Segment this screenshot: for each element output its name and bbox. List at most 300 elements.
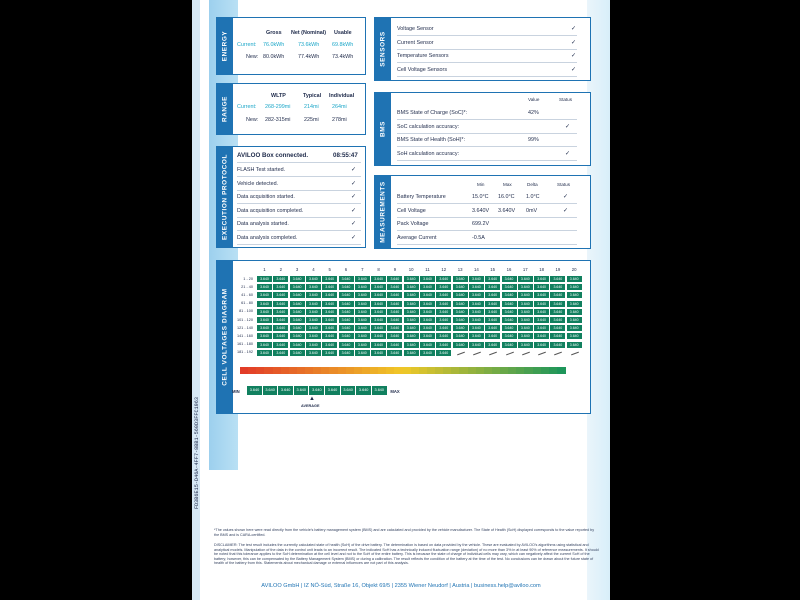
cell-voltage: 3.640 [339, 301, 354, 307]
scale-cell: 3.640 [356, 386, 371, 395]
cell-voltage: 3.640 [257, 342, 272, 348]
cell-voltage: 3.640 [469, 325, 484, 331]
execution-panel-tab [217, 147, 233, 247]
cell-voltage: 3.640 [387, 350, 402, 356]
bms-col-status: Status [559, 97, 573, 102]
report-id-vertical [192, 310, 201, 600]
energy-header-net: Net (Nominal) [291, 30, 327, 36]
cell-voltage: 3.640 [290, 350, 305, 356]
cell-voltage: 3.640 [469, 284, 484, 290]
cell-voltage: 3.640 [518, 301, 533, 307]
bms-panel [374, 92, 591, 166]
cell-voltage: 3.640 [339, 309, 354, 315]
cell-voltage: 3.640 [257, 317, 272, 323]
measurement-label: Pack Voltage [397, 221, 429, 227]
check-icon: ✓ [571, 53, 577, 59]
sensors-panel-tab [375, 18, 391, 80]
cell-voltage: 3.640 [322, 284, 337, 290]
cell-voltage: 3.640 [322, 301, 337, 307]
empty-cell-marker [538, 351, 546, 355]
check-icon: ✓ [351, 207, 357, 214]
meas-col-max: Max [503, 182, 512, 187]
cell-voltage: 3.640 [518, 317, 533, 323]
cell-voltage: 3.640 [371, 333, 386, 339]
cell-voltage: 3.640 [420, 317, 435, 323]
bms-row-value: 99% [528, 137, 539, 143]
cell-voltage: 3.640 [469, 301, 484, 307]
cell-voltage: 3.640 [534, 284, 549, 290]
cell-voltage: 3.640 [518, 333, 533, 339]
cell-column-header: 5 [328, 267, 331, 272]
cell-voltage: 3.640 [290, 342, 305, 348]
range-current-label: Current: [237, 104, 257, 110]
cell-voltage: 3.640 [567, 325, 582, 331]
cell-voltage: 3.640 [306, 309, 321, 315]
cell-voltage: 3.640 [387, 309, 402, 315]
empty-cell-marker [489, 351, 497, 355]
sensors-title: SENSORS [379, 31, 387, 67]
execution-step-label: Data acquisition started. [237, 194, 295, 200]
cell-column-header: 13 [457, 267, 463, 272]
empty-cell-marker [506, 351, 514, 355]
cell-voltage: 3.640 [485, 317, 500, 323]
execution-panel [216, 146, 366, 248]
cell-voltage: 3.640 [339, 333, 354, 339]
measurement-max: 16.0°C [498, 194, 515, 200]
cell-voltage: 3.640 [485, 284, 500, 290]
cell-voltage: 3.640 [469, 333, 484, 339]
cell-voltage: 3.640 [306, 317, 321, 323]
energy-title: ENERGY [221, 30, 229, 62]
cell-voltage: 3.640 [387, 301, 402, 307]
energy-header-gross: Gross [266, 30, 282, 36]
row-divider [237, 217, 361, 218]
cell-column-header: 20 [571, 267, 577, 272]
measurement-min: -0.5A [472, 234, 485, 241]
cell-voltage: 3.640 [273, 342, 288, 348]
cell-column-header: 2 [279, 267, 282, 272]
cell-voltage: 3.640 [420, 309, 435, 315]
measurement-min: 15.0°C [472, 194, 489, 200]
cell-voltage: 3.640 [534, 292, 549, 298]
cell-voltages-panel [216, 260, 591, 414]
empty-cell-marker [522, 351, 530, 355]
cell-row-label: 21 - 40 [241, 284, 253, 289]
cell-voltage: 3.640 [550, 342, 565, 348]
cell-voltage: 3.640 [534, 342, 549, 348]
cell-voltage: 3.640 [306, 301, 321, 307]
cell-column-header: 6 [344, 267, 348, 272]
range-new-label: New: [246, 117, 259, 123]
cell-voltage: 3.640 [355, 276, 370, 282]
sensor-label: Cell Voltage Sensors [397, 66, 448, 73]
row-divider [237, 176, 361, 177]
cell-voltage: 3.640 [371, 317, 386, 323]
cell-voltage: 3.640 [339, 276, 354, 282]
check-icon: ✓ [563, 194, 569, 200]
row-divider [397, 133, 577, 134]
row-divider [397, 217, 577, 218]
cell-voltage: 3.640 [306, 333, 321, 339]
bms-col-value: Value [528, 97, 540, 102]
cell-voltage: 3.640 [371, 301, 386, 307]
cell-voltage: 3.640 [387, 276, 402, 282]
cell-voltage: 3.640 [502, 342, 517, 348]
cell-voltage: 3.640 [404, 276, 419, 282]
measurement-delta: 0mV [526, 207, 538, 214]
cell-voltage: 3.640 [453, 317, 468, 323]
cell-voltage: 3.640 [420, 276, 435, 282]
cell-voltage: 3.640 [534, 276, 549, 282]
cell-voltage: 3.640 [322, 309, 337, 315]
cell-voltage: 3.640 [485, 333, 500, 339]
energy-current-label: Current: [237, 42, 257, 48]
scale-cell: 3.640 [325, 386, 340, 395]
cell-voltage: 3.640 [355, 350, 370, 356]
scale-cell: 3.640 [247, 386, 262, 395]
cell-voltage: 3.640 [355, 284, 370, 290]
cell-voltage: 3.640 [420, 292, 435, 298]
energy-new-label: New: [246, 54, 259, 60]
measurement-max: 3.640V [498, 207, 516, 214]
cell-voltage: 3.640 [453, 309, 468, 315]
cell-voltage: 3.640 [273, 317, 288, 323]
row-divider [397, 160, 577, 161]
cell-column-header: 12 [441, 267, 447, 272]
cell-voltage: 3.640 [290, 276, 305, 282]
cell-voltage: 3.640 [371, 284, 386, 290]
cell-voltage: 3.640 [453, 292, 468, 298]
cell-voltage: 3.640 [518, 342, 533, 348]
cell-row-label: 121 - 140 [236, 325, 253, 330]
cell-voltage: 3.640 [550, 317, 565, 323]
check-icon: ✓ [571, 26, 577, 32]
cell-voltage: 3.640 [485, 325, 500, 331]
cell-voltage: 3.640 [485, 309, 500, 315]
report-id-text: FD3B6E15-D46A-4FF7-8BB1-560D3FFC1963 [194, 396, 200, 510]
cell-voltage: 3.640 [273, 325, 288, 331]
cell-voltage: 3.640 [339, 317, 354, 323]
meas-col-delta: Delta [527, 182, 538, 187]
cell-voltage: 3.640 [290, 301, 305, 307]
cell-voltage: 3.640 [453, 301, 468, 307]
check-icon: ✓ [571, 66, 577, 73]
cell-voltage: 3.640 [371, 276, 386, 282]
cell-voltage: 3.640 [322, 333, 337, 339]
check-icon: ✓ [565, 123, 571, 130]
row-divider [397, 49, 577, 50]
cell-voltage: 3.640 [550, 284, 565, 290]
execution-step-label: FLASH Test started. [237, 167, 286, 173]
cell-row-label: 1 - 20 [243, 276, 253, 281]
cell-voltage: 3.640 [436, 342, 451, 348]
cell-voltage: 3.640 [469, 317, 484, 323]
cell-column-header: 16 [506, 267, 512, 272]
cell-column-header: 9 [393, 267, 397, 272]
cell-row-label: 61 - 80 [241, 301, 253, 306]
execution-step-label: Data analysis started. [237, 221, 289, 227]
sensors-panel [374, 17, 591, 81]
cell-voltage: 3.640 [273, 276, 288, 282]
cell-voltage: 3.640 [273, 309, 288, 315]
cell-voltage: 3.640 [387, 342, 402, 348]
cell-voltage: 3.640 [290, 292, 305, 298]
cell-voltage: 3.640 [420, 301, 435, 307]
measurements-title: MEASUREMENTS [379, 181, 387, 243]
measurement-label: Cell Voltage [397, 207, 426, 214]
cell-voltage: 3.640 [550, 276, 565, 282]
average-marker-icon: ▲ [309, 396, 315, 402]
cell-column-header: 3 [295, 267, 299, 272]
execution-title: EXECUTION PROTOCOL [221, 154, 229, 240]
cell-voltage: 3.640 [567, 309, 582, 315]
cell-column-header: 14 [474, 267, 479, 272]
check-icon: ✓ [351, 167, 357, 173]
scale-cell: 3.640 [309, 386, 324, 395]
sensor-label: Voltage Sensor [397, 26, 434, 32]
cell-voltage: 3.640 [290, 284, 305, 290]
average-label: AVERAGE [301, 404, 320, 408]
cell-voltage: 3.640 [273, 292, 288, 298]
cell-voltage: 3.640 [502, 325, 517, 331]
cell-voltage: 3.640 [306, 350, 321, 356]
cell-voltages-panel-tab [217, 261, 233, 413]
cell-voltage: 3.640 [355, 301, 370, 307]
range-header-individual: Individual [329, 93, 355, 99]
cell-voltage: 3.640 [404, 325, 419, 331]
cell-voltage: 3.640 [436, 284, 451, 290]
cell-voltage: 3.640 [534, 325, 549, 331]
execution-header: AVILOO Box connected. [237, 152, 309, 159]
measurement-min: 3.640V [472, 207, 490, 214]
range-current-typical: 214mi [304, 104, 319, 110]
cell-voltage: 3.640 [534, 333, 549, 339]
scale-cell: 3.640 [341, 386, 356, 395]
report-page [192, 0, 610, 600]
scale-cell: 3.640 [278, 386, 293, 395]
bms-title: BMS [379, 120, 387, 138]
energy-new-net: 77.4kWh [298, 54, 320, 60]
cell-column-header: 15 [490, 267, 496, 272]
cell-voltage: 3.640 [534, 309, 549, 315]
cell-voltage: 3.640 [550, 309, 565, 315]
meas-col-status: Status [557, 182, 571, 187]
cell-voltage: 3.640 [404, 301, 419, 307]
range-current-wltp: 268-299mi [265, 104, 291, 110]
check-icon: ✓ [351, 180, 357, 187]
energy-panel-tab [217, 18, 233, 74]
cell-voltage: 3.640 [306, 325, 321, 331]
cell-voltage: 3.640 [355, 333, 370, 339]
cell-column-header: 18 [539, 267, 544, 272]
row-divider [397, 62, 577, 63]
cell-voltage: 3.640 [339, 350, 354, 356]
cell-voltage: 3.640 [550, 333, 565, 339]
cell-voltage: 3.640 [257, 292, 272, 298]
range-new-wltp: 282-315mi [265, 117, 291, 123]
cell-column-header: 17 [522, 267, 528, 272]
sensor-label: Current Sensor [397, 39, 434, 46]
cell-voltage: 3.640 [469, 309, 484, 315]
check-icon: ✓ [563, 207, 569, 214]
cell-row-label: 41 - 60 [241, 292, 253, 297]
cell-voltage: 3.640 [306, 342, 321, 348]
cell-voltage: 3.640 [485, 301, 500, 307]
empty-cell-marker [571, 351, 579, 355]
cell-voltage: 3.640 [371, 342, 386, 348]
cell-voltage: 3.640 [436, 333, 451, 339]
cell-column-header: 8 [377, 267, 380, 272]
check-icon: ✓ [351, 221, 357, 227]
cell-voltage: 3.640 [567, 333, 582, 339]
scale-cell: 3.640 [263, 386, 278, 395]
energy-panel [216, 17, 366, 75]
cell-voltage: 3.640 [436, 325, 451, 331]
cell-voltage: 3.640 [257, 301, 272, 307]
measurement-min: 699.2V [472, 221, 490, 227]
cell-column-header: 10 [408, 267, 414, 272]
cell-voltage: 3.640 [518, 309, 533, 315]
cell-voltage: 3.640 [518, 292, 533, 298]
cell-voltage: 3.640 [306, 292, 321, 298]
measurement-label: Battery Temperature [397, 194, 446, 200]
cell-voltage: 3.640 [567, 342, 582, 348]
energy-new-usable: 73.4kWh [332, 54, 354, 60]
row-divider [397, 35, 577, 36]
cell-voltage: 3.640 [322, 342, 337, 348]
cell-voltage: 3.640 [355, 292, 370, 298]
cell-voltage: 3.640 [339, 284, 354, 290]
bms-row-value: 42% [528, 110, 539, 116]
cell-voltage: 3.640 [387, 284, 402, 290]
row-divider [397, 76, 577, 77]
scale-min-label: MIN [232, 389, 240, 394]
cell-voltage: 3.640 [453, 284, 468, 290]
cell-row-label: 81 - 100 [239, 309, 253, 314]
footnote-values: *The values shown here were read directly from the vehicle's battery management system (BMS) and are calculated and provided by the vehicle manufacturer. The State of Health (SoH) displayed corresponds to the value reported by the BMS and is CARA-certified. [214, 528, 595, 537]
cell-voltage: 3.640 [273, 333, 288, 339]
cell-voltage: 3.640 [550, 325, 565, 331]
cell-voltage: 3.640 [420, 325, 435, 331]
cell-voltage: 3.640 [257, 350, 272, 356]
cell-voltage: 3.640 [404, 333, 419, 339]
cell-voltage: 3.640 [273, 284, 288, 290]
cell-voltage: 3.640 [502, 309, 517, 315]
execution-step-label: Data analysis completed. [237, 234, 298, 241]
cell-voltage: 3.640 [257, 333, 272, 339]
row-divider [397, 119, 577, 120]
cell-column-header: 11 [425, 267, 430, 272]
cell-voltage: 3.640 [485, 292, 500, 298]
check-icon: ✓ [565, 150, 571, 157]
row-divider [237, 203, 361, 204]
range-new-individual: 278mi [332, 117, 347, 123]
scale-cell: 3.640 [372, 386, 387, 395]
energy-current-gross: 76.0kWh [263, 42, 285, 48]
measurement-label: Average Current [397, 234, 437, 241]
cell-voltage: 3.640 [469, 342, 484, 348]
range-current-individual: 264mi [332, 104, 347, 110]
cell-voltage: 3.640 [404, 317, 419, 323]
voltage-gradient-segment [557, 367, 566, 374]
cell-voltage: 3.640 [257, 309, 272, 315]
cell-voltage: 3.640 [387, 325, 402, 331]
cell-voltage: 3.640 [371, 325, 386, 331]
cell-voltage: 3.640 [420, 284, 435, 290]
cell-voltage: 3.640 [306, 276, 321, 282]
cell-voltage: 3.640 [355, 309, 370, 315]
execution-time: 08:55:47 [333, 152, 358, 159]
cell-voltage: 3.640 [518, 284, 533, 290]
cell-voltage: 3.640 [371, 309, 386, 315]
cell-voltage: 3.640 [436, 350, 451, 356]
energy-header-usable: Usable [334, 30, 352, 36]
cell-row-label: 181 - 192 [236, 350, 253, 355]
cell-voltage: 3.640 [420, 350, 435, 356]
cell-voltage: 3.640 [567, 292, 582, 298]
meas-col-min: Min [477, 182, 485, 187]
cell-voltage: 3.640 [436, 301, 451, 307]
scale-cell: 3.640 [294, 386, 309, 395]
cell-voltage: 3.640 [257, 276, 272, 282]
cell-voltage: 3.640 [290, 333, 305, 339]
cell-voltage: 3.640 [502, 333, 517, 339]
cell-voltage: 3.640 [453, 333, 468, 339]
cell-column-header: 7 [361, 267, 364, 272]
cell-voltage: 3.640 [339, 292, 354, 298]
cell-voltage: 3.640 [502, 284, 517, 290]
cell-voltage: 3.640 [322, 292, 337, 298]
cell-voltage: 3.640 [404, 342, 419, 348]
cell-voltage: 3.640 [290, 325, 305, 331]
cell-voltage: 3.640 [534, 301, 549, 307]
bms-row-label: SoC calculation accuracy: [397, 123, 460, 130]
cell-voltage: 3.640 [567, 284, 582, 290]
sensor-label: Temperature Sensors [397, 53, 449, 59]
cell-voltage: 3.640 [502, 301, 517, 307]
cell-voltage: 3.640 [355, 325, 370, 331]
measurements-panel-tab [375, 176, 391, 248]
empty-cell-marker [473, 351, 481, 355]
measurement-delta: 1.0°C [526, 194, 540, 200]
cell-voltage: 3.640 [404, 284, 419, 290]
cell-voltage: 3.640 [420, 342, 435, 348]
range-panel [216, 83, 366, 135]
cell-voltage: 3.640 [436, 276, 451, 282]
cell-voltage: 3.640 [355, 317, 370, 323]
cell-voltage: 3.640 [322, 350, 337, 356]
cell-voltage: 3.640 [339, 342, 354, 348]
cell-voltage: 3.640 [322, 325, 337, 331]
cell-voltage: 3.640 [502, 317, 517, 323]
cell-voltage: 3.640 [355, 342, 370, 348]
cell-voltage: 3.640 [453, 325, 468, 331]
energy-current-net: 73.6kWh [298, 42, 320, 48]
cell-voltage: 3.640 [404, 350, 419, 356]
execution-step-label: Data acquisition completed. [237, 207, 304, 214]
energy-current-usable: 69.8kWh [332, 42, 354, 48]
cell-voltage: 3.640 [436, 317, 451, 323]
cell-voltage: 3.640 [322, 276, 337, 282]
cell-voltage: 3.640 [518, 325, 533, 331]
measurements-panel [374, 175, 591, 249]
bms-row-label: SoH calculation accuracy: [397, 150, 460, 157]
cell-voltage: 3.640 [436, 292, 451, 298]
cell-voltage: 3.640 [469, 276, 484, 282]
cell-voltage: 3.640 [290, 309, 305, 315]
cell-voltage: 3.640 [404, 309, 419, 315]
cell-row-label: 141 - 160 [236, 333, 253, 338]
